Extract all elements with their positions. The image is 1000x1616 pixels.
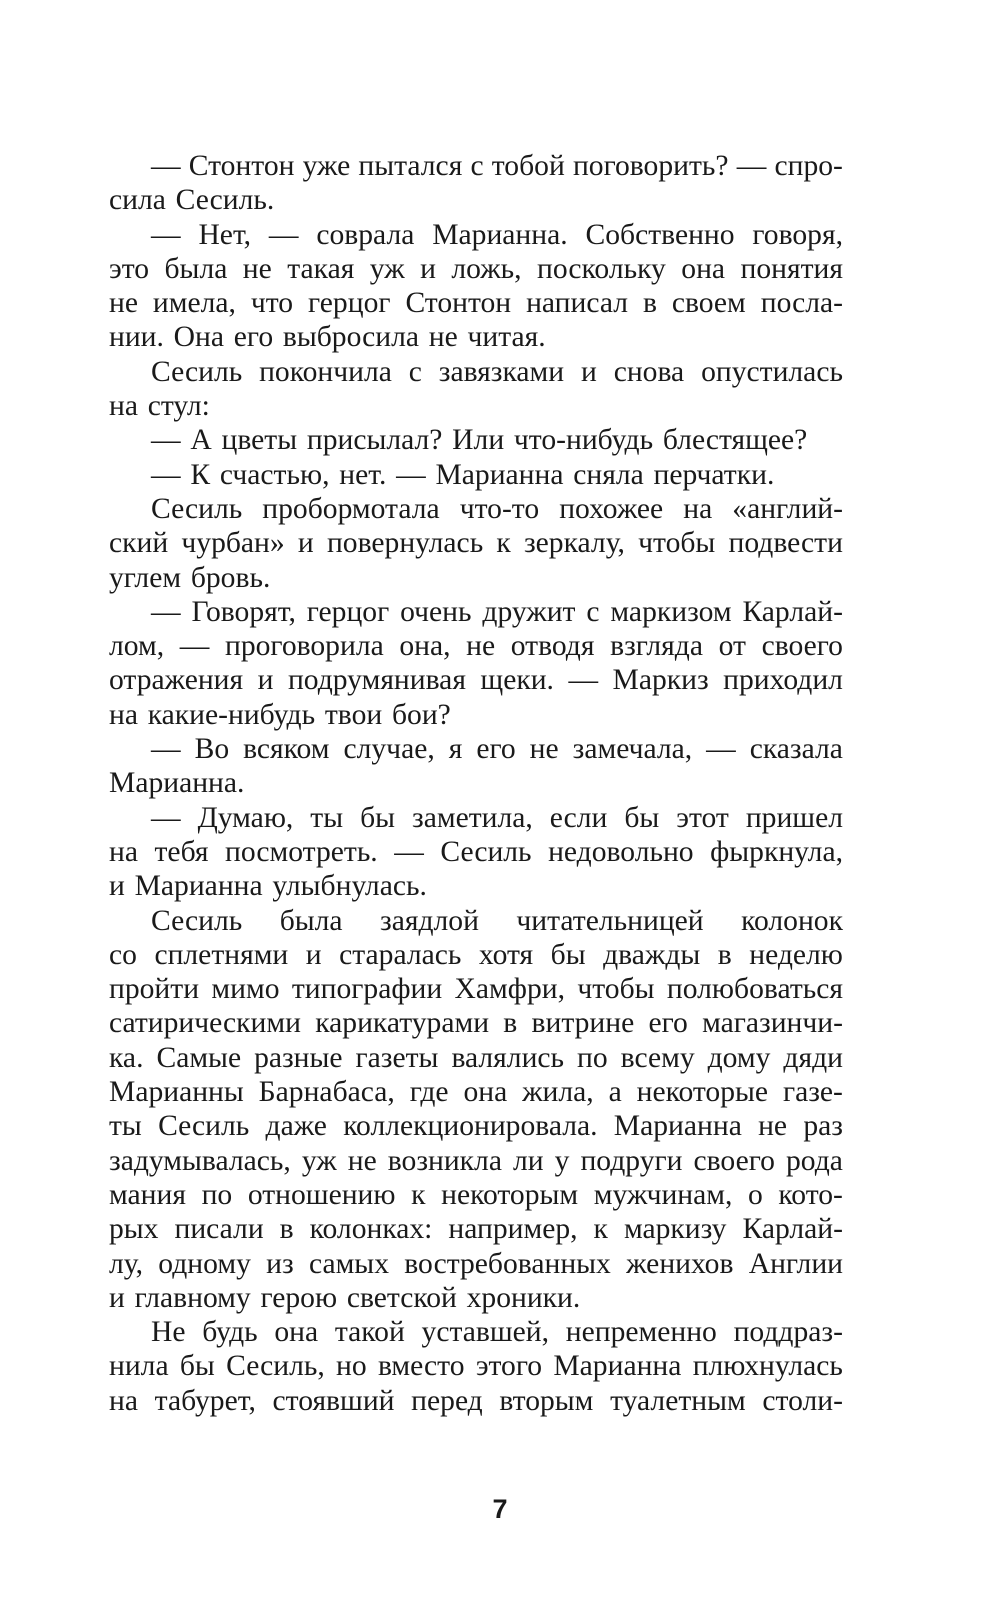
- text-line: Марианна.: [109, 767, 245, 800]
- paragraph: [109, 595, 843, 732]
- text-line: на табурет, стоявший перед вторым туалетным столи-: [109, 1384, 843, 1417]
- text-line: Сесиль была заядлой читательницей колонок: [151, 904, 843, 937]
- text-line: лу, одному из самых востребованных женихов Англии: [109, 1247, 843, 1280]
- text-line: мания по отношению к некоторым мужчинам, о кото-: [109, 1178, 843, 1211]
- text-line: на тебя посмотреть. — Сесиль недовольно фыркнула,: [109, 835, 843, 868]
- text-line: Сесиль пробормотала что-то похожее на «англий-: [151, 492, 843, 525]
- text-line: — Нет, — соврала Марианна. Собственно говоря,: [151, 218, 843, 251]
- text-line: со сплетнями и старалась хотя бы дважды в неделю: [109, 938, 843, 971]
- text-line: — Думаю, ты бы заметила, если бы этот пришел: [151, 801, 843, 834]
- paragraph: [109, 801, 843, 904]
- paragraph: [109, 492, 843, 595]
- paragraph: [109, 732, 843, 801]
- text-line: углем бровь.: [109, 561, 271, 594]
- text-line: на какие-нибудь твои бои?: [109, 698, 451, 731]
- paragraph: [109, 355, 843, 424]
- text-line: лом, — проговорила она, не отводя взгляда от своего: [109, 630, 843, 663]
- paragraph: [109, 904, 843, 1316]
- paragraph: [109, 458, 843, 492]
- text-line: задумывалась, уж не возникла ли у подруги своего рода: [109, 1144, 843, 1177]
- text-line: сатирическими карикатурами в витрине его магазинчи-: [109, 1007, 843, 1040]
- text-line: Не будь она такой уставшей, непременно поддраз-: [151, 1316, 843, 1349]
- text-line: нила бы Сесиль, но вместо этого Марианна плюхнулась: [109, 1350, 843, 1383]
- text-line: и Марианна улыбнулась.: [109, 870, 427, 903]
- text-line: сила Сесиль.: [109, 184, 275, 217]
- text-line: — А цветы присылал? Или что-нибудь блестящее?: [151, 424, 808, 457]
- text-line: отражения и подрумянивая щеки. — Маркиз приходил: [109, 664, 843, 697]
- page-text: [109, 149, 843, 1418]
- text-line: — Во всяком случае, я его не замечала, — сказала: [151, 733, 843, 766]
- text-line: на стул:: [109, 390, 210, 423]
- text-line: — Говорят, герцог очень дружит с маркизом Карлай-: [151, 595, 843, 628]
- text-line: нии. Она его выбросила не читая.: [109, 321, 546, 354]
- text-line: ка. Самые разные газеты валялись по всему дому дяди: [109, 1041, 843, 1074]
- text-line: — Стонтон уже пытался с тобой поговорить? — спро-: [151, 150, 843, 182]
- text-line: рых писали в колонках: например, к маркизу Карлай-: [109, 1213, 843, 1246]
- paragraph: [109, 423, 843, 457]
- page-number: 7: [492, 1494, 508, 1524]
- text-line: Марианны Барнабаса, где она жила, а некоторые газе-: [109, 1076, 843, 1109]
- text-line: пройти мимо типографии Хамфри, чтобы полюбоваться: [109, 973, 843, 1006]
- text-line: не имела, что герцог Стонтон написал в своем посла-: [109, 287, 843, 320]
- text-line: Сесиль покончила с завязками и снова опустилась: [151, 355, 843, 388]
- text-line: ский чурбан» и повернулась к зеркалу, чтобы подвести: [109, 527, 843, 560]
- paragraph: [109, 149, 843, 218]
- text-line: и главному герою светской хроники.: [109, 1281, 581, 1314]
- paragraph: [109, 218, 843, 355]
- paragraph: [109, 1315, 843, 1418]
- text-line: — К счастью, нет. — Марианна сняла перчатки.: [151, 458, 775, 491]
- text-line: это была не такая уж и ложь, поскольку она понятия: [109, 252, 843, 285]
- text-line: ты Сесиль даже коллекционировала. Марианна не раз: [109, 1110, 843, 1143]
